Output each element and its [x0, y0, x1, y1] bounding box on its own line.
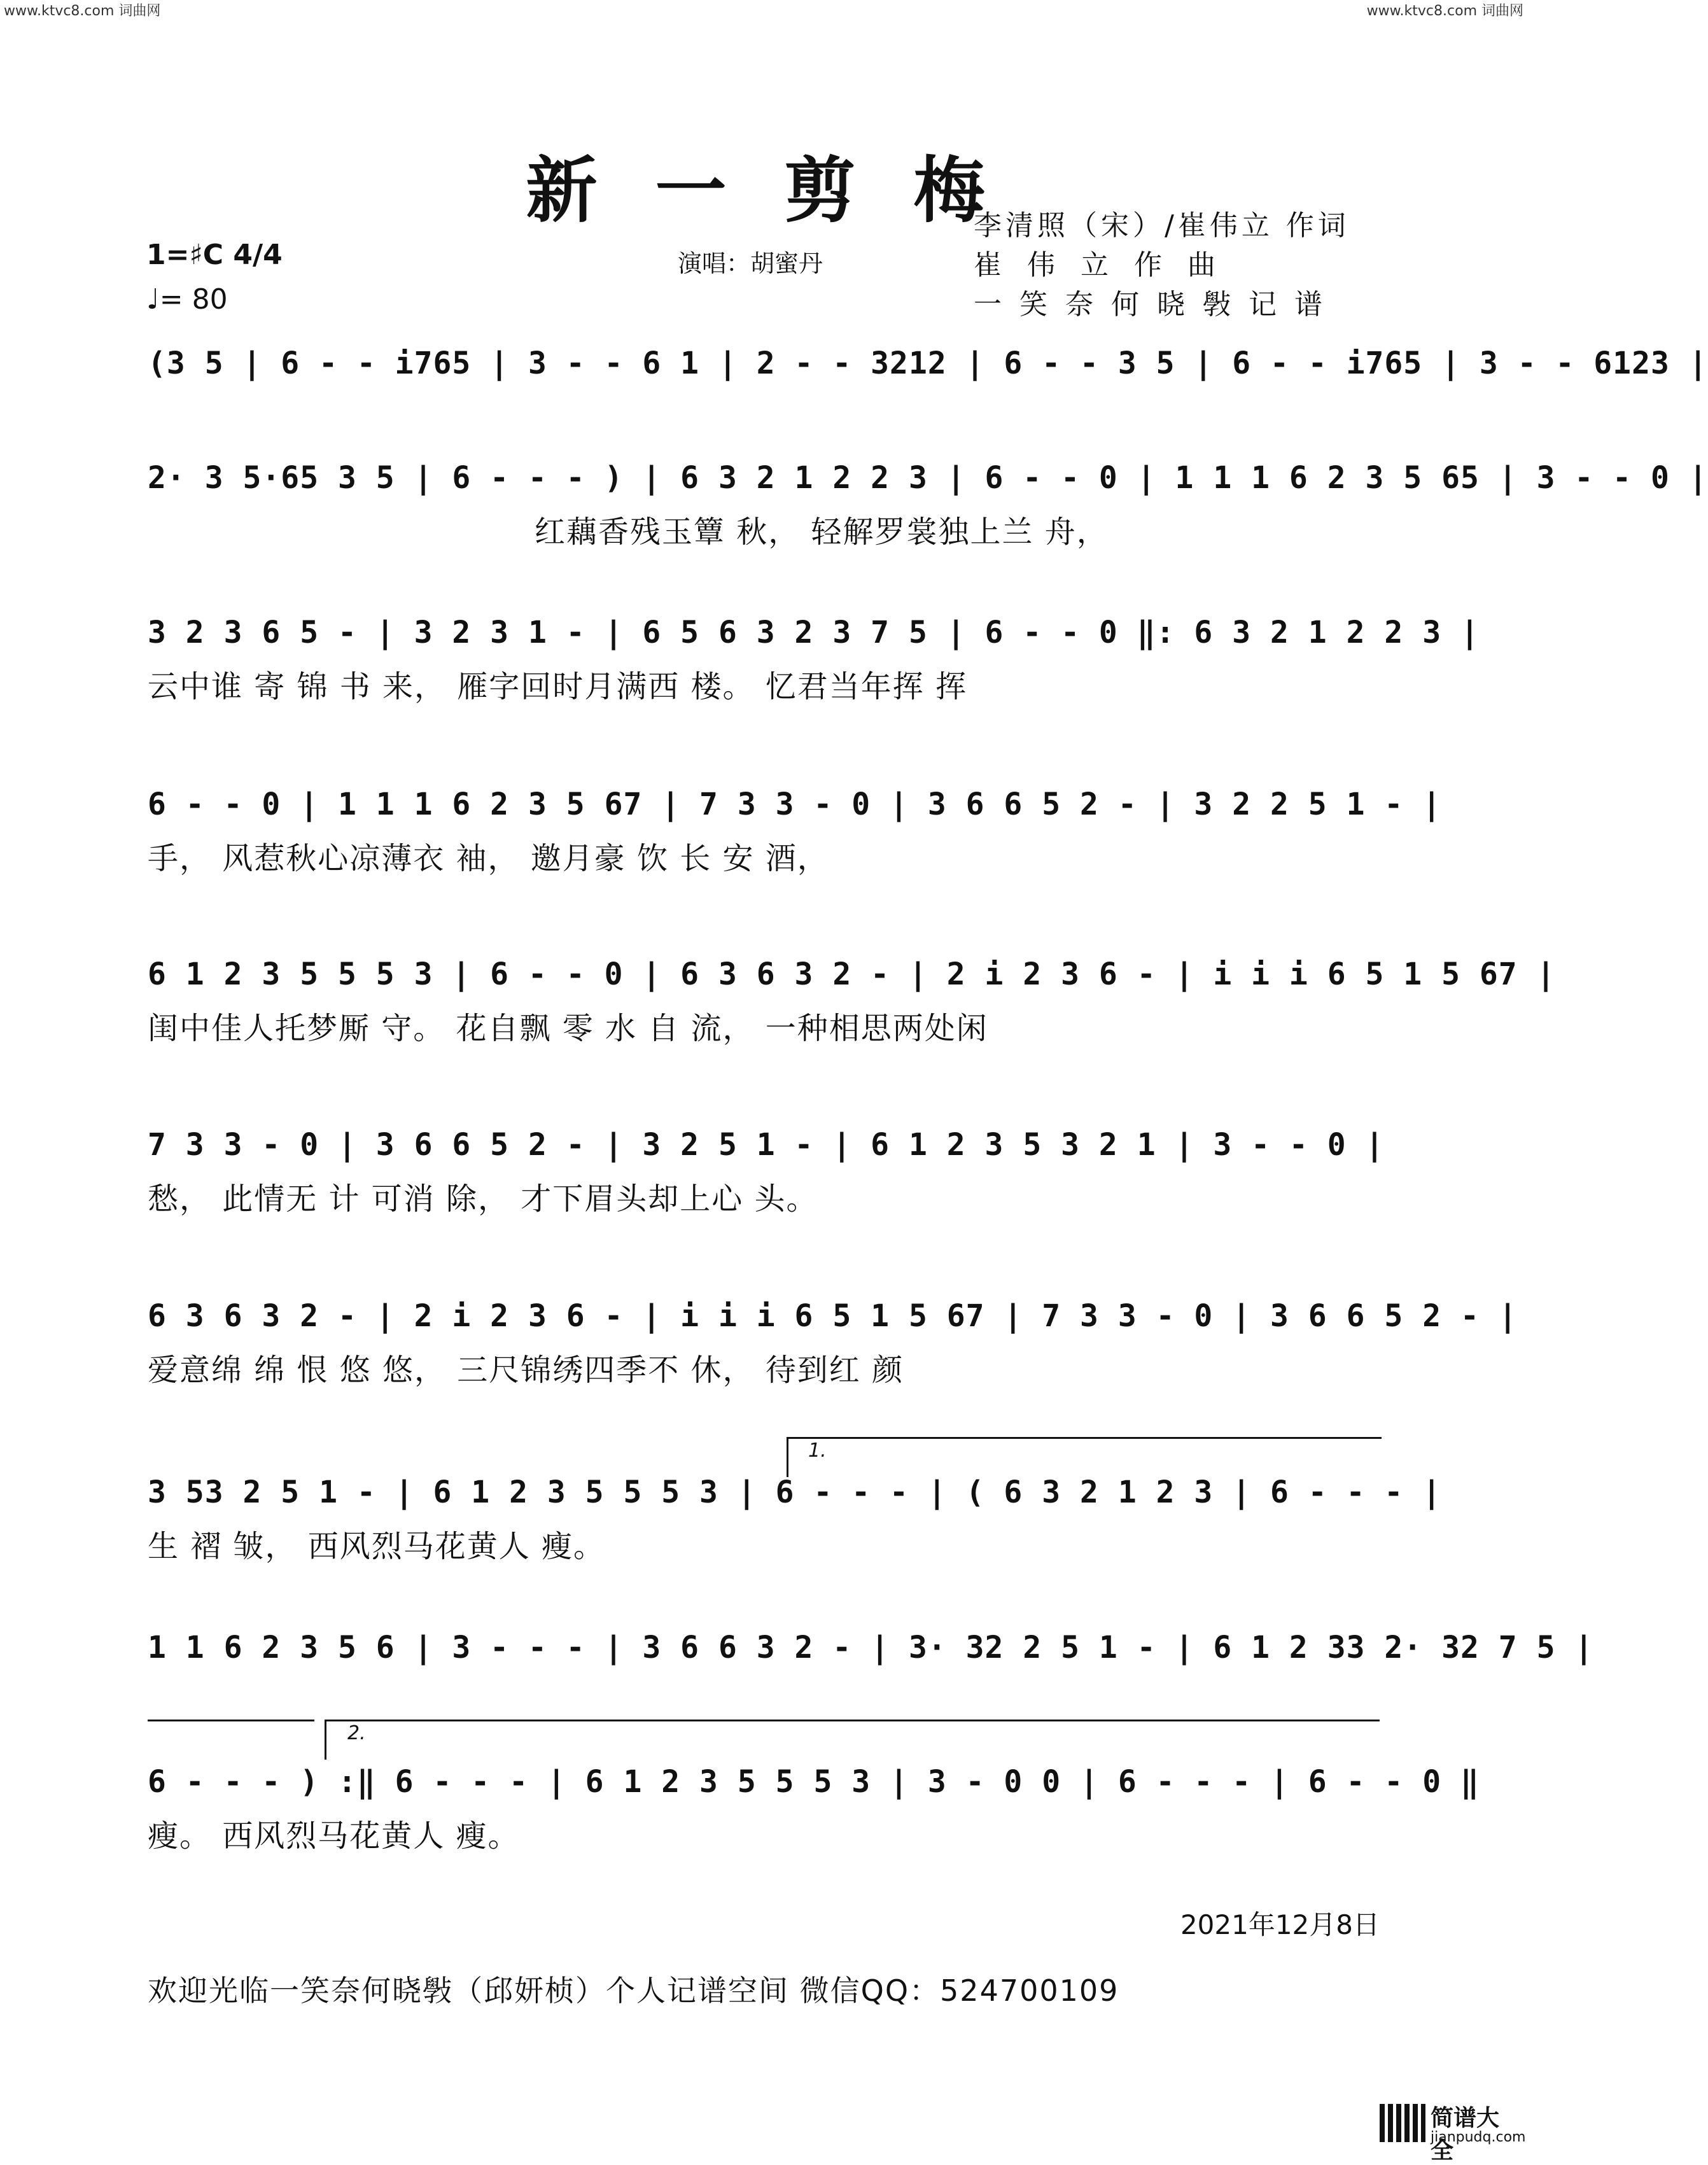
- music-line-5: 6 1 2 3 5 5 5 3 | 6 - - 0 | 6 3 6 3 2 - | 2 i 2 3 6 - | i i i 6 5 1 5 67 |: [148, 956, 1556, 992]
- lyric-line-10: 瘦。 西风烈马花黄人 瘦。: [148, 1818, 520, 1854]
- lyricist-credit: 李清照（宋）/崔伟立 作词: [974, 209, 1350, 242]
- singer-credit: 演唱：胡蜜丹: [678, 249, 823, 277]
- lyric-line-8: 生 褶 皱， 西风烈马花黄人 瘦。: [148, 1529, 606, 1564]
- music-line-2: 2· 3 5·65 3 5 | 6 - - - ) | 6 3 2 1 2 2 3 | 6 - - 0 | 1 1 1 6 2 3 5 65 | 3 - - 0 |: [148, 460, 1708, 496]
- music-line-4: 6 - - 0 | 1 1 1 6 2 3 5 67 | 7 3 3 - 0 | 3 6 6 5 2 - | 3 2 2 5 1 - |: [148, 787, 1442, 822]
- tempo-marking: ♩= 80: [146, 283, 228, 316]
- music-line-9: 1 1 6 2 3 5 6 | 3 - - - | 3 6 6 3 2 - | 3· 32 2 5 1 - | 6 1 2 33 2· 32 7 5 |: [148, 1630, 1594, 1665]
- first-ending-bracket: [787, 1437, 1382, 1477]
- second-ending-label: 2.: [347, 1722, 366, 1744]
- music-line-6: 7 3 3 - 0 | 3 6 6 5 2 - | 3 2 5 1 - | 6 1 2 3 5 3 2 1 | 3 - - 0 |: [148, 1127, 1385, 1163]
- piano-keys-icon: [1380, 2104, 1425, 2142]
- second-ending-bracket: [325, 1720, 1380, 1760]
- lyric-line-6: 愁， 此情无 计 可消 除， 才下眉头却上心 头。: [148, 1181, 818, 1217]
- lyric-line-7: 爱意绵 绵 恨 悠 悠， 三尺锦绣四季不 休， 待到红 颜: [148, 1352, 904, 1388]
- lyric-line-3: 云中谁 寄 锦 书 来， 雁字回时月满西 楼。 忆君当年挥 挥: [148, 669, 968, 704]
- lyric-line-5: 闺中佳人托梦厮 守。 花自飘 零 水 自 流， 一种相思两处闲: [148, 1011, 988, 1046]
- lyric-line-2: 红藕香残玉簟 秋， 轻解罗裳独上兰 舟，: [535, 514, 1109, 550]
- music-line-3: 3 2 3 6 5 - | 3 2 3 1 - | 6 5 6 3 2 3 7 5 | 6 - - 0 ‖: 6 3 2 1 2 2 3 |: [148, 615, 1480, 650]
- header-site-right: www.ktvc8.com 词曲网: [1366, 3, 1523, 19]
- transcriber-credit: 一笑奈何晓斅记谱: [974, 288, 1340, 321]
- song-title: 新 一 剪 梅: [526, 149, 1002, 232]
- lyric-line-4: 手， 风惹秋心凉薄衣 袖， 邀月豪 饮 长 安 酒，: [148, 841, 829, 876]
- logo-main-text: 简谱大全: [1431, 2105, 1500, 2164]
- logo-sub-text: jianpudq.com: [1431, 2129, 1526, 2145]
- header-site-left: www.ktvc8.com 词曲网: [4, 3, 161, 19]
- music-line-10: 6 - - - ) :‖ 6 - - - | 6 1 2 3 5 5 5 3 | 3 - 0 0 | 6 - - - | 6 - - 0 ‖: [148, 1764, 1480, 1800]
- music-line-1: (3 5 | 6 - - i765 | 3 - - 6 1 | 2 - - 3212 | 6 - - 3 5 | 6 - - i765 | 3 - - 6123 |: [148, 346, 1708, 381]
- composer-credit: 崔伟立作曲: [974, 249, 1241, 281]
- first-ending-continuation: [148, 1720, 314, 1721]
- first-ending-label: 1.: [808, 1440, 827, 1462]
- footer-note: 欢迎光临一笑奈何晓斅（邱妍桢）个人记谱空间 微信QQ：524700109: [148, 1973, 1119, 2008]
- transcription-date: 2021年12月8日: [1180, 1909, 1380, 1940]
- music-line-8: 3 53 2 5 1 - | 6 1 2 3 5 5 5 3 | 6 - - - | ( 6 3 2 1 2 3 | 6 - - - |: [148, 1475, 1442, 1510]
- key-signature: 1=♯C 4/4: [146, 239, 283, 271]
- music-line-7: 6 3 6 3 2 - | 2 i 2 3 6 - | i i i 6 5 1 5 67 | 7 3 3 - 0 | 3 6 6 5 2 - |: [148, 1298, 1518, 1334]
- site-logo: [1380, 2100, 1526, 2164]
